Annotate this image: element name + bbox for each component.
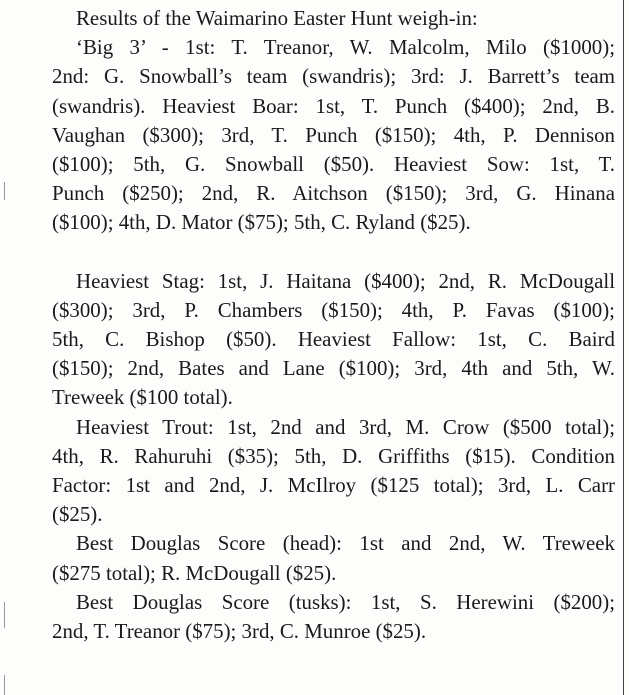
paragraph-line: (swandris). Heaviest Boar: 1st, T. Punch ($400); 2nd, B.: [52, 93, 615, 118]
intro-paragraph: [52, 4, 615, 238]
paragraph-line: Treweek ($100 total).: [52, 385, 233, 410]
paragraph-gap: [52, 238, 615, 267]
paragraph-line: Heaviest Trout: 1st, 2nd and 3rd, M. Crow ($500 total);: [76, 414, 615, 439]
paragraph-line: ($275 total); R. McDougall ($25).: [52, 560, 337, 585]
paragraph-line: 2nd: G. Snowball’s team (swandris); 3rd: J. Barrett’s team: [52, 64, 615, 89]
paragraph-line: ($300); 3rd, P. Chambers ($150); 4th, P. Favas ($100);: [52, 297, 615, 322]
paragraph-line: Best Douglas Score (tusks): 1st, S. Herewini ($200);: [76, 589, 615, 614]
douglas-head-paragraph: [52, 529, 615, 587]
paragraph-line: 5th, C. Bishop ($50). Heaviest Fallow: 1st, C. Baird: [52, 327, 615, 352]
margin-mark: [4, 182, 5, 200]
trout-paragraph: [52, 413, 615, 530]
paragraph-line: 4th, R. Rahuruhi ($35); 5th, D. Griffiths ($15). Condition: [52, 443, 615, 468]
newspaper-column: [52, 4, 615, 646]
paragraph-line: Factor: 1st and 2nd, J. McIlroy ($125 total); 3rd, L. Carr: [52, 473, 615, 498]
article-heading-line: Results of the Waimarino Easter Hunt weigh-in:: [76, 6, 478, 30]
paragraph-line: Best Douglas Score (head): 1st and 2nd, W. Treweek: [76, 531, 615, 556]
paragraph-line: ($100); 5th, G. Snowball ($50). Heaviest Sow: 1st, T.: [52, 152, 615, 177]
column-rule-right: [623, 0, 624, 695]
paragraph-line: Punch ($250); 2nd, R. Aitchson ($150); 3rd, G. Hinana: [52, 181, 615, 206]
stag-fallow-paragraph: [52, 267, 615, 413]
paragraph-line: ($100); 4th, D. Mator ($75); 5th, C. Ryland ($25).: [52, 210, 471, 235]
paragraph-line: ($150); 2nd, Bates and Lane ($100); 3rd, 4th and 5th, W.: [52, 356, 615, 381]
paragraph-line: 2nd, T. Treanor ($75); 3rd, C. Munroe ($25).: [52, 619, 427, 644]
paragraph-line: Vaughan ($300); 3rd, T. Punch ($150); 4th, P. Dennison: [52, 122, 615, 147]
paragraph-line: ‘Big 3’ - 1st: T. Treanor, W. Malcolm, Milo ($1000);: [76, 35, 615, 60]
paragraph-line: Heaviest Stag: 1st, J. Haitana ($400); 2nd, R. McDougall: [76, 268, 615, 293]
margin-mark: [4, 602, 5, 628]
douglas-tusks-paragraph: [52, 588, 615, 646]
paragraph-line: ($25).: [52, 502, 103, 527]
margin-mark: [4, 675, 5, 695]
